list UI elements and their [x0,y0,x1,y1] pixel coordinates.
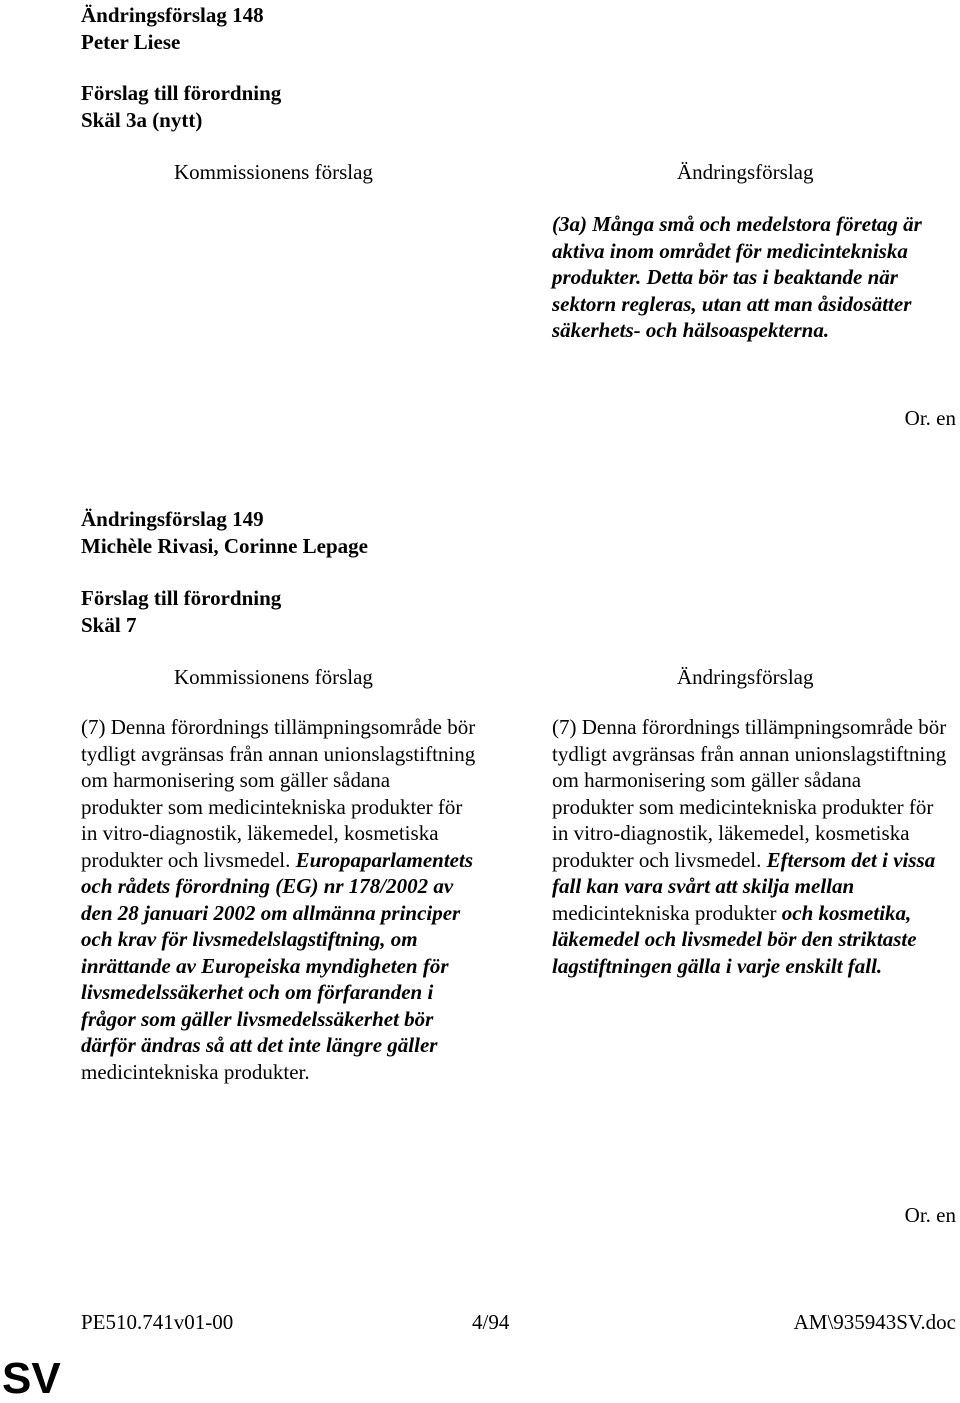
col-left-header: Kommissionens förslag [174,665,373,689]
original-language: Or. en [904,406,956,430]
commission-text-plain: (7) Denna förordnings tillämpningsområde bör tydligt avgränsas från annan unionslagstiftning om harmonisering som gäller sådana produkter som medicintekniska produkter för in vitro-diagnostik, läkemedel, kosmetiska produkter och livsmedel. [81,715,476,872]
recital-reference: Skäl 3a (nytt) [81,108,203,132]
proposal-title: Förslag till förordning [81,81,282,105]
language-badge: SV [2,1354,61,1403]
footer-file-name: AM\935943SV.doc [793,1310,956,1334]
amendment-149-reference [81,585,281,639]
original-language: Or. en [904,1203,956,1227]
amendment-number: Ändringsförslag 149 [81,507,264,531]
commission-text-deleted: Europaparlamentets och rådets förordning (EG) nr 178/2002 av den 28 januari 2002 om allmänna principer och krav för livsmedelslagstiftning, om inrättande av Europeiska myndigheten för livsmedelssäkerhet och om förfaranden i frågor som gäller livsmedelssäkerhet bör därför ändras så att det inte längre gäller [81,847,473,1057]
amendment-author: Michèle Rivasi, Corinne Lepage [81,534,368,558]
amendment-number: Ändringsförslag 148 [81,3,264,27]
commission-text [81,714,476,1085]
amendment-text-plain-2: medicintekniska produkter [552,900,777,925]
amendment-text-plain: (7) Denna förordnings tillämpningsområde bör tydligt avgränsas från annan unionslagstiftning om harmonisering som gäller sådana produkter som medicintekniska produkter för in vitro-diagnostik, läkemedel, kosmetiska produkter och livsmedel. [552,715,947,872]
proposal-title: Förslag till förordning [81,586,282,610]
amendment-text-added: Eftersom det i vissa fall kan vara svårt att skilja mellan [552,847,936,898]
amendment-author: Peter Liese [81,30,181,54]
amendment-text-added-2: och kosmetika, läkemedel och livsmedel bör den striktaste lagstiftningen gälla i varje enskilt fall. [552,900,917,978]
amendment-148-reference [81,80,281,134]
col-right-header: Ändringsförslag [677,665,814,689]
footer-doc-ref: PE510.741v01-00 [81,1310,234,1334]
col-right-header: Ändringsförslag [677,160,814,184]
amendment-148-header [81,2,264,56]
recital-reference: Skäl 7 [81,613,137,637]
amendment-149-header [81,506,368,560]
amendment-text [552,714,947,979]
col-left-header: Kommissionens förslag [174,160,373,184]
footer-page-number: 4/94 [472,1310,510,1334]
commission-text-tail: medicintekniska produkter. [81,1059,310,1084]
amendment-text-added: (3a) Många små och medelstora företag är aktiva inom området för medicintekniska produkter. Detta bör tas i beaktande när sektorn regleras, utan att man åsidosätter säkerhets- och hälsoaspekterna. [552,212,922,342]
